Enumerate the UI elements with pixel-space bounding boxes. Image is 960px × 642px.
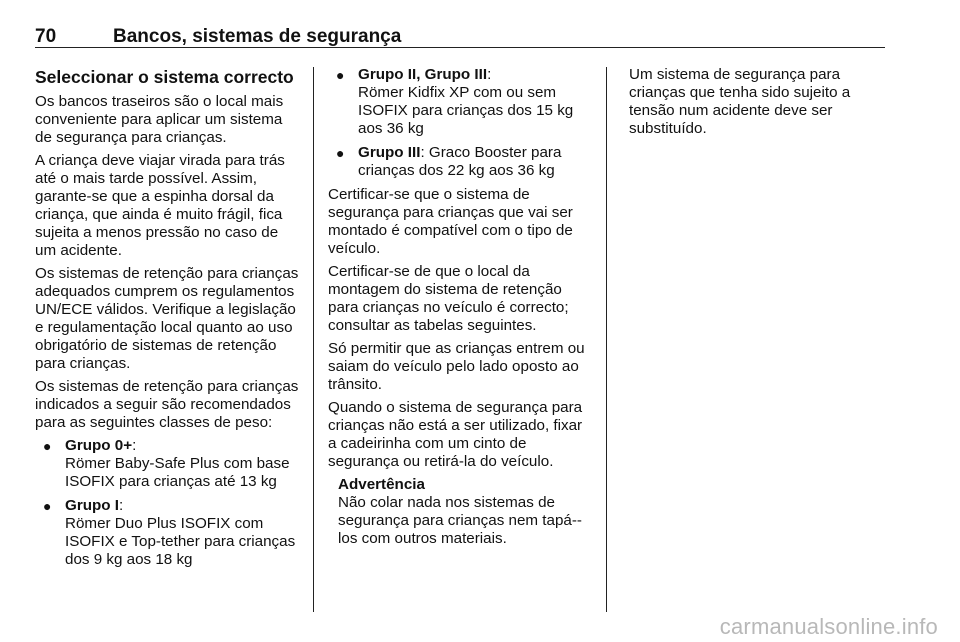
list-item xyxy=(35,437,299,491)
page-number: 70 xyxy=(35,26,57,47)
list-item xyxy=(328,144,592,180)
paragraph: Os sistemas de retenção para crianças adequados cumprem os regulamentos UN/ECE válidos. Verifique a legislação e regulamentação local quanto ao uso obrigatório de sistemas de retenção para crianças. xyxy=(35,265,299,372)
bullet-icon xyxy=(336,144,344,162)
page-header xyxy=(35,11,885,48)
warning-text: Não colar nada nos sistemas de segurança para crianças nem tapá--los com outros materiais. xyxy=(338,494,582,547)
term-separator: : xyxy=(119,497,124,514)
paragraph: Certificar-se de que o local da montagem do sistema de retenção para crianças no veículo é correcto; consultar as tabelas seguintes. xyxy=(328,263,569,334)
running-title: Bancos, sistemas de segurança xyxy=(113,26,402,47)
column-divider-2 xyxy=(606,67,607,612)
section-heading: Seleccionar o sistema correcto xyxy=(35,67,294,87)
bullet-icon xyxy=(43,497,51,515)
list-item xyxy=(328,66,592,138)
paragraph: Os bancos traseiros são o local mais conveniente para aplicar um sistema de segurança para crianças. xyxy=(35,93,284,146)
paragraph: Quando o sistema de segurança para crianças não está a ser utilizado, fixar a cadeirinha com um cinto de segurança ou retirá-la do veículo. xyxy=(328,399,583,470)
group-term: Grupo III xyxy=(358,144,421,161)
column-3 xyxy=(629,66,887,143)
group-term: Grupo I xyxy=(65,497,119,514)
weight-class-list xyxy=(328,66,592,180)
paragraph: Um sistema de segurança para crianças que tenha sido sujeito a tensão num acidente deve ser substituído. xyxy=(629,66,851,137)
column-divider-1 xyxy=(313,67,314,612)
item-text: Römer Baby-Safe Plus com base ISOFIX para crianças até 13 kg xyxy=(65,455,290,490)
item-text: Römer Kidfix XP com ou sem ISOFIX para crianças dos 15 kg aos 36 kg xyxy=(358,84,574,137)
column-1 xyxy=(35,66,299,575)
paragraph: Os sistemas de retenção para crianças indicados a seguir são recomendados para as seguintes classes de peso: xyxy=(35,378,299,431)
watermark: carmanualsonline.info xyxy=(719,614,938,639)
bullet-icon xyxy=(336,66,344,84)
weight-class-list xyxy=(35,437,299,569)
item-text: Römer Duo Plus ISOFIX com ISOFIX e Top-tether para crianças dos 9 kg aos 18 kg xyxy=(65,515,296,568)
warning-title: Advertência xyxy=(338,476,425,493)
paragraph: A criança deve viajar virada para trás até o mais tarde possível. Assim, garante-se que a espinha dorsal da criança, que ainda é muito frágil, fica sujeita a menos pressão no caso de um acidente. xyxy=(35,152,285,259)
term-separator: : xyxy=(487,66,492,83)
paragraph: Certificar-se que o sistema de segurança para crianças que vai ser montado é compatível com o tipo de veículo. xyxy=(328,186,573,257)
item-text: : Graco Booster para crianças dos 22 kg aos 36 kg xyxy=(358,144,562,179)
warning-box xyxy=(328,476,592,548)
column-2 xyxy=(328,66,592,548)
list-item xyxy=(35,497,299,569)
bullet-icon xyxy=(43,437,51,455)
paragraph: Só permitir que as crianças entrem ou saiam do veículo pelo lado oposto ao trânsito. xyxy=(328,340,585,393)
term-separator: : xyxy=(132,437,137,454)
group-term: Grupo 0+ xyxy=(65,437,133,454)
group-term: Grupo II, Grupo III xyxy=(358,66,488,83)
